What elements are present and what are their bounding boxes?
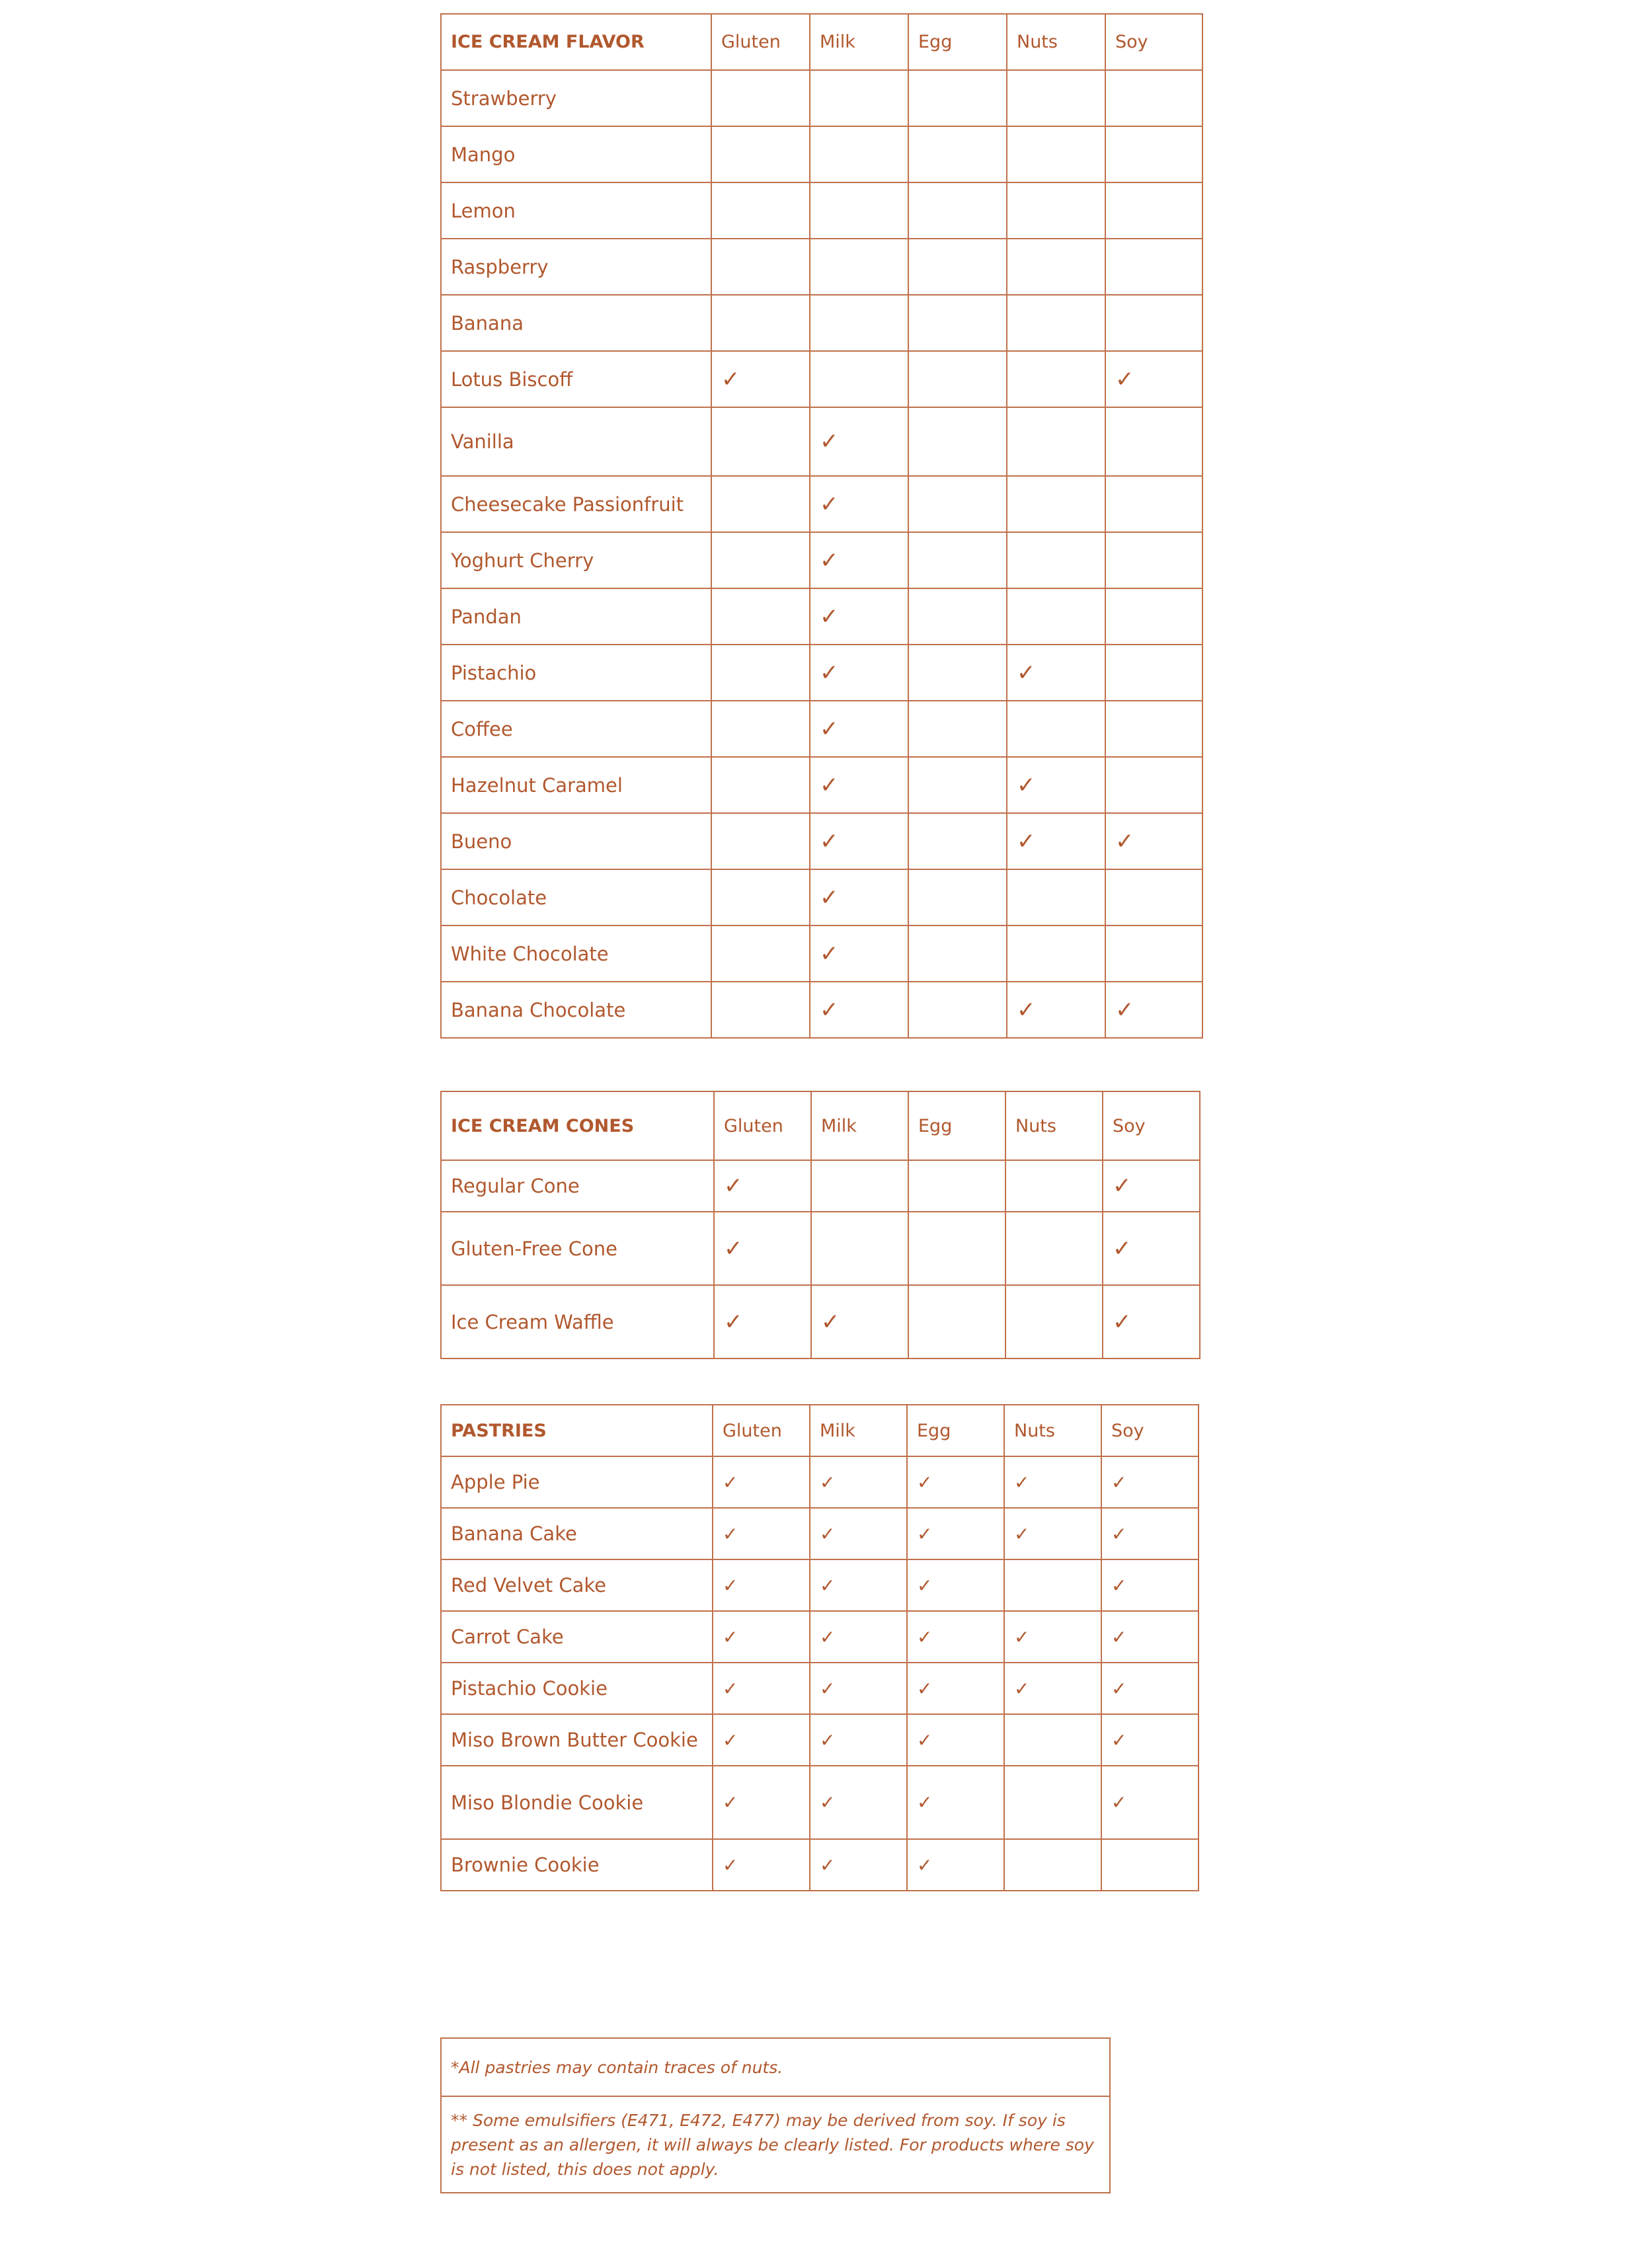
empty-cell	[711, 295, 810, 351]
empty-cell	[908, 982, 1007, 1038]
table-row	[441, 701, 1202, 757]
empty-cell	[1007, 70, 1105, 126]
empty-cell	[1007, 588, 1105, 645]
empty-cell	[811, 1160, 908, 1212]
table-row	[441, 239, 1202, 295]
column-header-soy: Soy	[1101, 1405, 1199, 1456]
item-name: Cheesecake Passionfruit	[441, 476, 711, 532]
checkmark-icon: ✓	[1101, 1766, 1199, 1839]
empty-cell	[1004, 1559, 1101, 1611]
table-row	[441, 1714, 1199, 1766]
empty-cell	[711, 532, 810, 588]
empty-cell	[1105, 407, 1202, 476]
empty-cell	[1105, 70, 1202, 126]
item-name: Raspberry	[441, 239, 711, 295]
checkmark-icon: ✓	[1007, 982, 1105, 1038]
column-header-milk: Milk	[810, 14, 908, 70]
column-header-gluten: Gluten	[713, 1405, 810, 1456]
column-header-milk: Milk	[810, 1405, 907, 1456]
empty-cell	[908, 1160, 1005, 1212]
column-header-nuts: Nuts	[1004, 1405, 1101, 1456]
empty-cell	[711, 126, 810, 182]
empty-cell	[1105, 476, 1202, 532]
checkmark-icon: ✓	[810, 476, 908, 532]
empty-cell	[1004, 1766, 1101, 1839]
checkmark-icon: ✓	[1101, 1456, 1199, 1508]
item-name: Regular Cone	[441, 1160, 714, 1212]
empty-cell	[810, 239, 908, 295]
empty-cell	[711, 70, 810, 126]
checkmark-icon: ✓	[1004, 1611, 1101, 1663]
empty-cell	[1101, 1839, 1199, 1891]
footnotes-box	[440, 2037, 1111, 2193]
empty-cell	[1105, 869, 1202, 926]
column-header-nuts: Nuts	[1007, 14, 1105, 70]
table-row	[441, 295, 1202, 351]
table-row	[441, 645, 1202, 701]
checkmark-icon: ✓	[907, 1456, 1004, 1508]
empty-cell	[1007, 126, 1105, 182]
checkmark-icon: ✓	[1101, 1611, 1199, 1663]
checkmark-icon: ✓	[810, 588, 908, 645]
empty-cell	[908, 295, 1007, 351]
empty-cell	[1007, 532, 1105, 588]
table-title: ICE CREAM FLAVOR	[441, 14, 711, 70]
empty-cell	[1004, 1839, 1101, 1891]
item-name: Miso Blondie Cookie	[441, 1766, 713, 1839]
empty-cell	[1005, 1285, 1103, 1359]
table-header-row	[441, 1405, 1199, 1456]
item-name: Apple Pie	[441, 1456, 713, 1508]
table-row	[441, 1839, 1199, 1891]
checkmark-icon: ✓	[811, 1285, 908, 1359]
table-row	[441, 351, 1202, 407]
empty-cell	[908, 1285, 1005, 1359]
item-name: Bueno	[441, 813, 711, 869]
table-row	[441, 532, 1202, 588]
empty-cell	[1105, 926, 1202, 982]
table-row	[441, 588, 1202, 645]
checkmark-icon: ✓	[1004, 1508, 1101, 1559]
table-row	[441, 1663, 1199, 1714]
empty-cell	[1007, 407, 1105, 476]
empty-cell	[711, 182, 810, 239]
checkmark-icon: ✓	[1007, 645, 1105, 701]
empty-cell	[1007, 295, 1105, 351]
empty-cell	[908, 239, 1007, 295]
table-row	[441, 869, 1202, 926]
item-name: Miso Brown Butter Cookie	[441, 1714, 713, 1766]
item-name: Lotus Biscoff	[441, 351, 711, 407]
checkmark-icon: ✓	[1101, 1663, 1199, 1714]
table-header-row	[441, 14, 1202, 70]
empty-cell	[1007, 239, 1105, 295]
table-row	[441, 1212, 1200, 1285]
item-name: Ice Cream Waffle	[441, 1285, 714, 1359]
checkmark-icon: ✓	[810, 1714, 907, 1766]
footnote-soy: ** Some emulsifiers (E471, E472, E477) may be derived from soy. If soy is present as an allergen, it will always be clearly listed. For products where soy is not listed, this does not apply.	[441, 2096, 1110, 2193]
empty-cell	[810, 70, 908, 126]
item-name: Brownie Cookie	[441, 1839, 713, 1891]
checkmark-icon: ✓	[714, 1212, 811, 1285]
checkmark-icon: ✓	[713, 1456, 810, 1508]
empty-cell	[810, 182, 908, 239]
empty-cell	[810, 126, 908, 182]
column-header-egg: Egg	[907, 1405, 1004, 1456]
empty-cell	[711, 407, 810, 476]
empty-cell	[1105, 645, 1202, 701]
item-name: Banana Chocolate	[441, 982, 711, 1038]
checkmark-icon: ✓	[810, 1611, 907, 1663]
empty-cell	[1105, 182, 1202, 239]
empty-cell	[711, 869, 810, 926]
item-name: Lemon	[441, 182, 711, 239]
empty-cell	[810, 295, 908, 351]
table-row	[441, 1559, 1199, 1611]
checkmark-icon: ✓	[810, 645, 908, 701]
checkmark-icon: ✓	[713, 1508, 810, 1559]
table-row	[441, 1508, 1199, 1559]
checkmark-icon: ✓	[810, 1839, 907, 1891]
checkmark-icon: ✓	[907, 1839, 1004, 1891]
item-name: Pistachio Cookie	[441, 1663, 713, 1714]
empty-cell	[908, 126, 1007, 182]
checkmark-icon: ✓	[1101, 1508, 1199, 1559]
table-row	[441, 182, 1202, 239]
column-header-soy: Soy	[1103, 1091, 1200, 1160]
empty-cell	[908, 757, 1007, 813]
empty-cell	[1007, 926, 1105, 982]
checkmark-icon: ✓	[810, 1508, 907, 1559]
column-header-nuts: Nuts	[1005, 1091, 1103, 1160]
checkmark-icon: ✓	[810, 532, 908, 588]
checkmark-icon: ✓	[711, 351, 810, 407]
item-name: Hazelnut Caramel	[441, 757, 711, 813]
ice-cream-cones-table	[440, 1091, 1200, 1359]
item-name: Banana	[441, 295, 711, 351]
checkmark-icon: ✓	[713, 1714, 810, 1766]
empty-cell	[711, 239, 810, 295]
table-header-row	[441, 1091, 1200, 1160]
item-name: Gluten-Free Cone	[441, 1212, 714, 1285]
empty-cell	[1105, 126, 1202, 182]
empty-cell	[908, 532, 1007, 588]
empty-cell	[1007, 182, 1105, 239]
column-header-gluten: Gluten	[714, 1091, 811, 1160]
checkmark-icon: ✓	[810, 869, 908, 926]
checkmark-icon: ✓	[1007, 757, 1105, 813]
checkmark-icon: ✓	[1007, 813, 1105, 869]
checkmark-icon: ✓	[1004, 1456, 1101, 1508]
checkmark-icon: ✓	[810, 757, 908, 813]
table-row	[441, 476, 1202, 532]
checkmark-icon: ✓	[1105, 813, 1202, 869]
empty-cell	[908, 70, 1007, 126]
pastries-table	[440, 1404, 1199, 1891]
checkmark-icon: ✓	[1103, 1160, 1200, 1212]
empty-cell	[908, 588, 1007, 645]
table-row	[441, 926, 1202, 982]
empty-cell	[1105, 588, 1202, 645]
empty-cell	[908, 701, 1007, 757]
table-row	[441, 813, 1202, 869]
empty-cell	[908, 351, 1007, 407]
empty-cell	[811, 1212, 908, 1285]
item-name: Carrot Cake	[441, 1611, 713, 1663]
empty-cell	[908, 476, 1007, 532]
checkmark-icon: ✓	[713, 1611, 810, 1663]
item-name: Pistachio	[441, 645, 711, 701]
empty-cell	[711, 588, 810, 645]
checkmark-icon: ✓	[907, 1559, 1004, 1611]
item-name: Chocolate	[441, 869, 711, 926]
checkmark-icon: ✓	[713, 1766, 810, 1839]
empty-cell	[908, 869, 1007, 926]
table-row	[441, 1160, 1200, 1212]
table-row	[441, 407, 1202, 476]
empty-cell	[1007, 476, 1105, 532]
table-row	[441, 1611, 1199, 1663]
empty-cell	[711, 645, 810, 701]
empty-cell	[908, 182, 1007, 239]
empty-cell	[908, 813, 1007, 869]
table-row	[441, 126, 1202, 182]
empty-cell	[908, 645, 1007, 701]
empty-cell	[908, 1212, 1005, 1285]
empty-cell	[1105, 239, 1202, 295]
empty-cell	[1005, 1212, 1103, 1285]
checkmark-icon: ✓	[714, 1285, 811, 1359]
empty-cell	[1007, 869, 1105, 926]
empty-cell	[711, 926, 810, 982]
checkmark-icon: ✓	[713, 1663, 810, 1714]
checkmark-icon: ✓	[810, 1559, 907, 1611]
checkmark-icon: ✓	[1105, 351, 1202, 407]
checkmark-icon: ✓	[907, 1714, 1004, 1766]
column-header-egg: Egg	[908, 14, 1007, 70]
item-name: Strawberry	[441, 70, 711, 126]
table-row	[441, 1285, 1200, 1359]
checkmark-icon: ✓	[810, 926, 908, 982]
column-header-soy: Soy	[1105, 14, 1202, 70]
column-header-milk: Milk	[811, 1091, 908, 1160]
empty-cell	[908, 926, 1007, 982]
table-row	[441, 1766, 1199, 1839]
footnote-nuts: *All pastries may contain traces of nuts.	[441, 2038, 1110, 2096]
checkmark-icon: ✓	[810, 701, 908, 757]
checkmark-icon: ✓	[810, 813, 908, 869]
item-name: Pandan	[441, 588, 711, 645]
item-name: Coffee	[441, 701, 711, 757]
checkmark-icon: ✓	[1101, 1714, 1199, 1766]
checkmark-icon: ✓	[810, 982, 908, 1038]
column-header-egg: Egg	[908, 1091, 1005, 1160]
empty-cell	[711, 757, 810, 813]
checkmark-icon: ✓	[1105, 982, 1202, 1038]
empty-cell	[1004, 1714, 1101, 1766]
empty-cell	[810, 351, 908, 407]
checkmark-icon: ✓	[1103, 1212, 1200, 1285]
item-name: White Chocolate	[441, 926, 711, 982]
checkmark-icon: ✓	[713, 1559, 810, 1611]
checkmark-icon: ✓	[907, 1766, 1004, 1839]
empty-cell	[1105, 701, 1202, 757]
column-header-gluten: Gluten	[711, 14, 810, 70]
empty-cell	[711, 982, 810, 1038]
item-name: Yoghurt Cherry	[441, 532, 711, 588]
checkmark-icon: ✓	[907, 1611, 1004, 1663]
checkmark-icon: ✓	[907, 1663, 1004, 1714]
checkmark-icon: ✓	[810, 1663, 907, 1714]
table-row	[441, 757, 1202, 813]
empty-cell	[908, 407, 1007, 476]
checkmark-icon: ✓	[810, 407, 908, 476]
empty-cell	[711, 476, 810, 532]
checkmark-icon: ✓	[1004, 1663, 1101, 1714]
empty-cell	[1105, 295, 1202, 351]
item-name: Banana Cake	[441, 1508, 713, 1559]
checkmark-icon: ✓	[907, 1508, 1004, 1559]
checkmark-icon: ✓	[810, 1456, 907, 1508]
empty-cell	[1007, 701, 1105, 757]
empty-cell	[1105, 757, 1202, 813]
table-title: ICE CREAM CONES	[441, 1091, 714, 1160]
item-name: Red Velvet Cake	[441, 1559, 713, 1611]
checkmark-icon: ✓	[713, 1839, 810, 1891]
ice-cream-flavor-table	[440, 13, 1203, 1039]
table-row	[441, 982, 1202, 1038]
empty-cell	[1007, 351, 1105, 407]
table-row	[441, 70, 1202, 126]
checkmark-icon: ✓	[714, 1160, 811, 1212]
table-title: PASTRIES	[441, 1405, 713, 1456]
empty-cell	[711, 813, 810, 869]
empty-cell	[1005, 1160, 1103, 1212]
checkmark-icon: ✓	[1103, 1285, 1200, 1359]
checkmark-icon: ✓	[810, 1766, 907, 1839]
item-name: Mango	[441, 126, 711, 182]
item-name: Vanilla	[441, 407, 711, 476]
checkmark-icon: ✓	[1101, 1559, 1199, 1611]
empty-cell	[711, 701, 810, 757]
table-row	[441, 1456, 1199, 1508]
empty-cell	[1105, 532, 1202, 588]
